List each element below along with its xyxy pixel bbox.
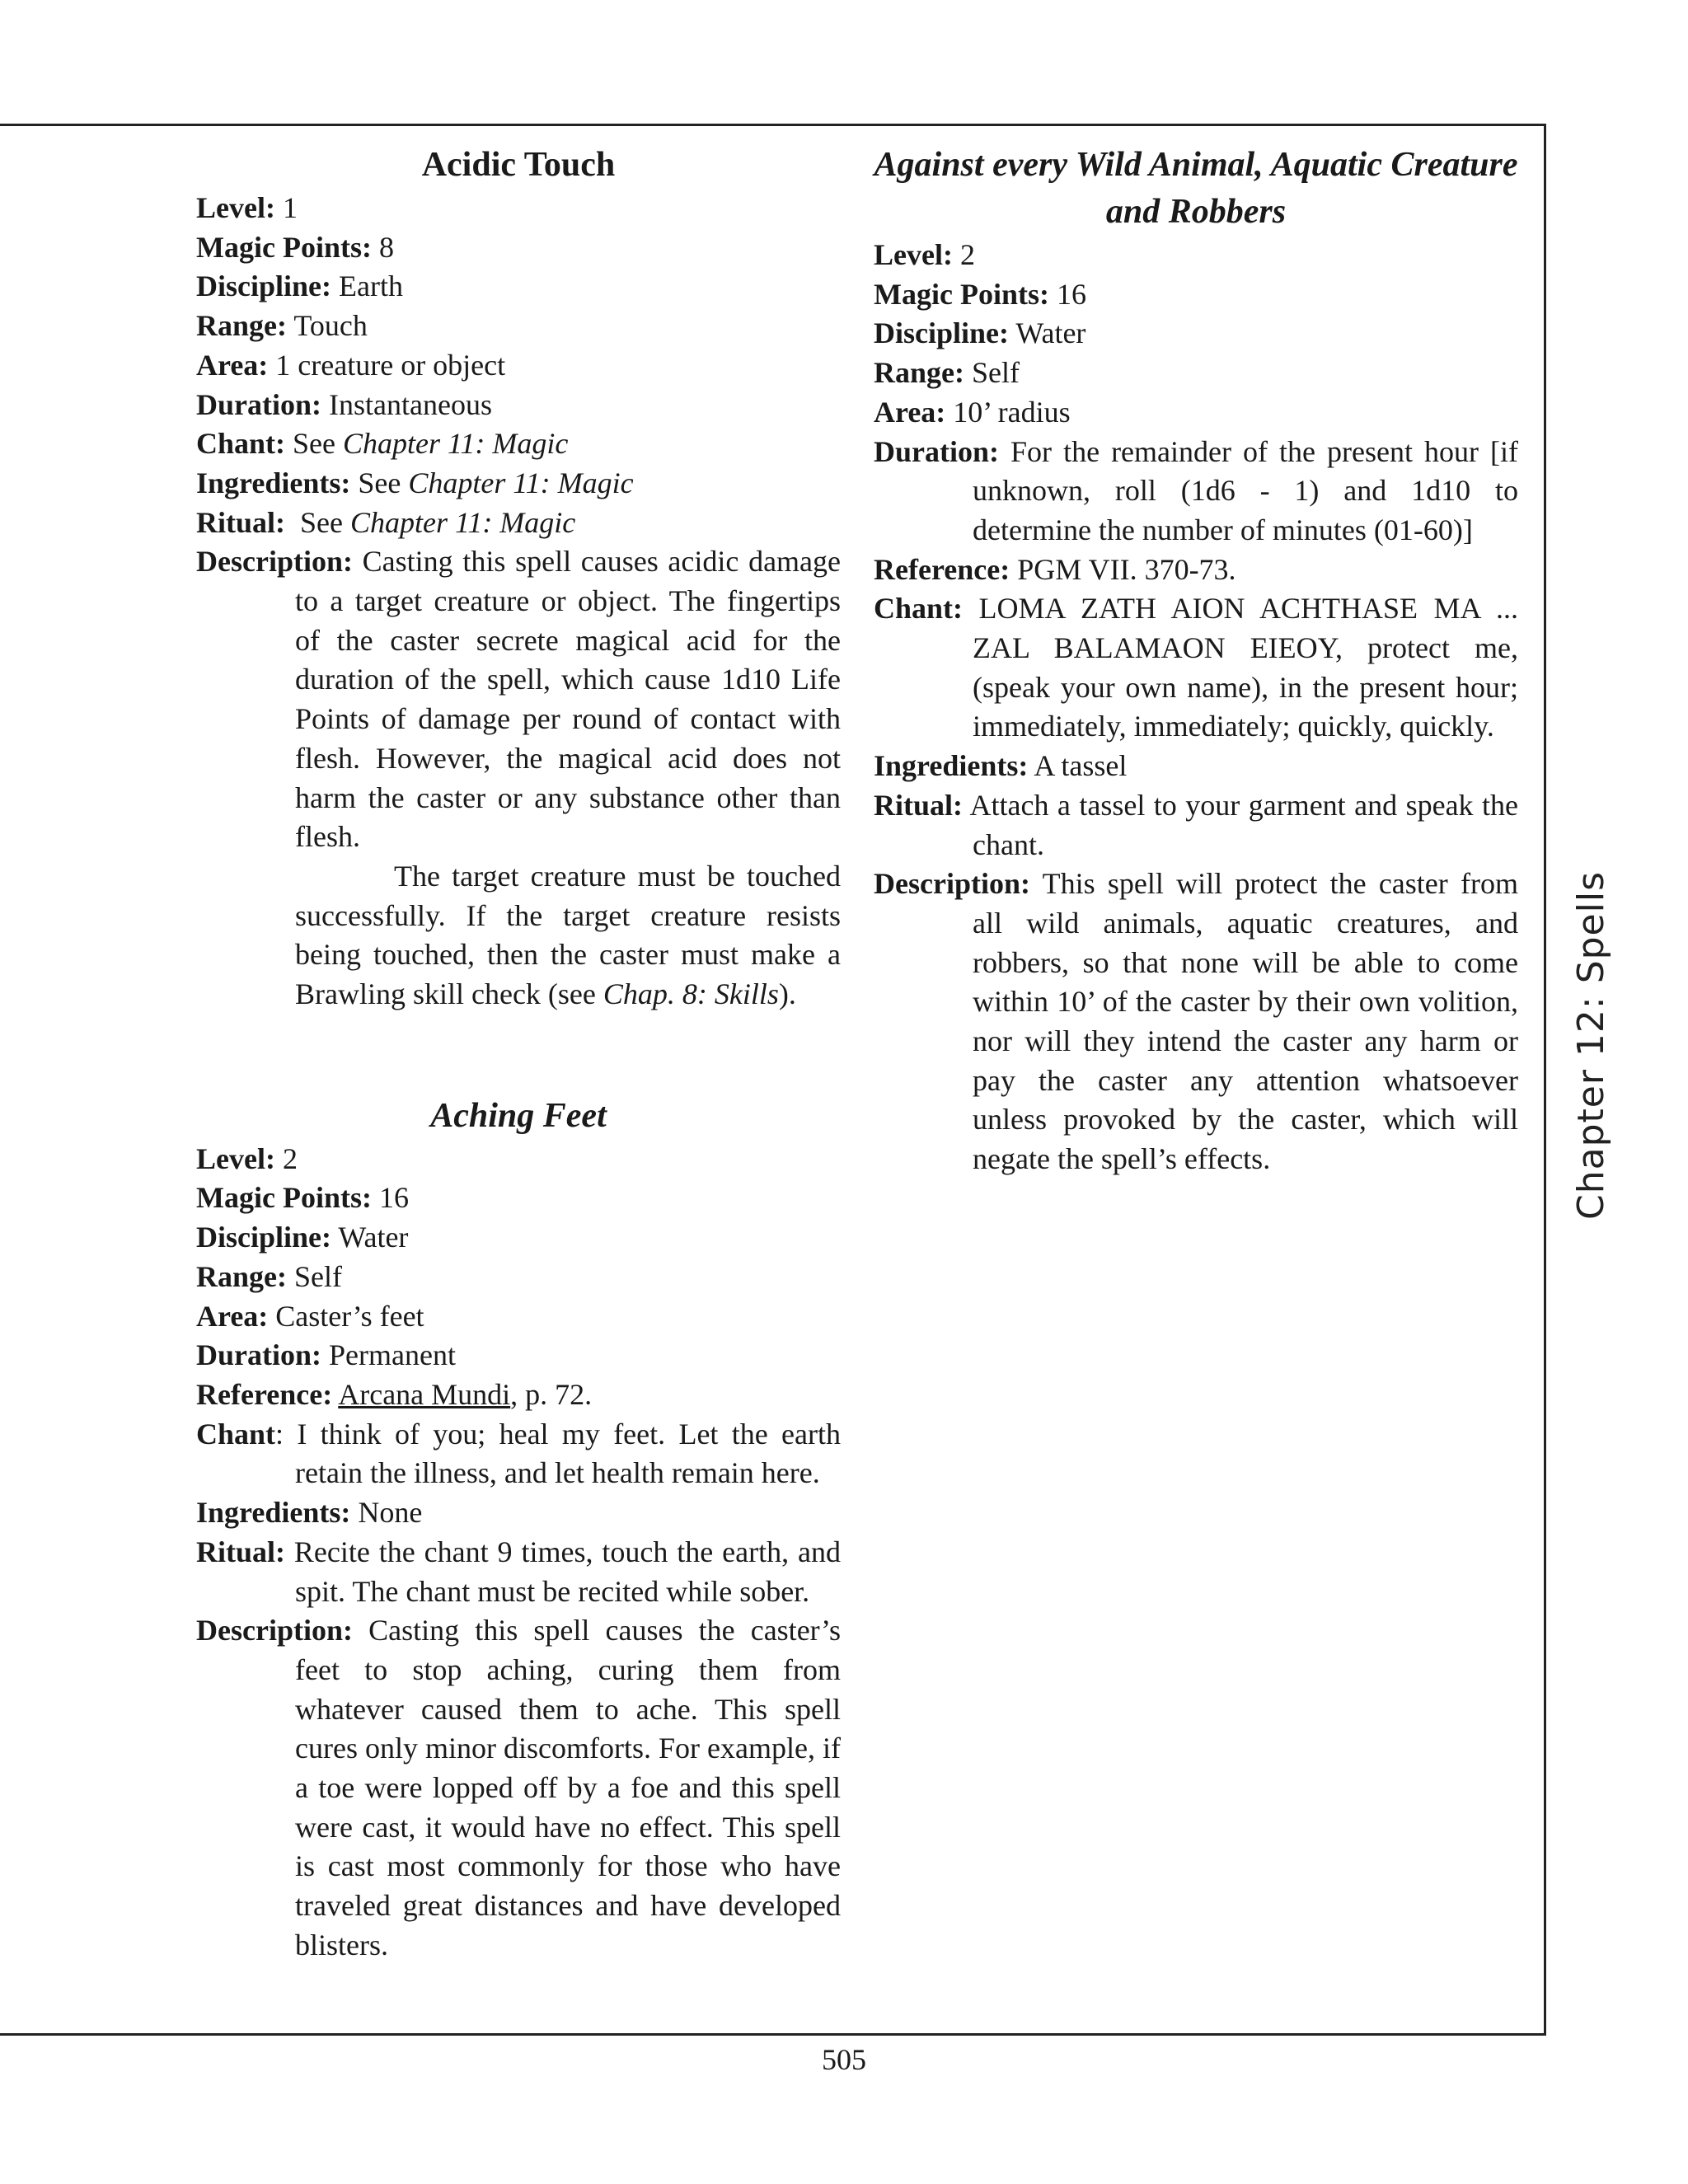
right-column [874, 142, 1518, 1179]
level-label: Level: [196, 191, 275, 224]
description-p2-text: The target creature must be touched successfully. If the target creature resists being touched, then the caster must make a Brawling skill check (see [295, 859, 841, 1011]
level-label: Level: [196, 1141, 275, 1175]
duration-field [874, 433, 1518, 551]
ingredients-field [874, 747, 1518, 786]
discipline-label: Discipline: [874, 316, 1010, 350]
range-field [196, 1258, 841, 1297]
duration-label: Duration: [196, 1338, 321, 1372]
chant-chapter-ref: Chapter 11: Magic [343, 427, 569, 461]
duration-value: Permanent [329, 1338, 456, 1372]
ritual-chapter-ref: Chapter 11: Magic [349, 505, 576, 539]
chant-field [196, 424, 841, 464]
duration-value: Instantaneous [329, 387, 492, 421]
reference-label: Reference: [874, 552, 1010, 586]
ritual-label: Ritual: [196, 505, 285, 539]
duration-value: For the remainder of the present hour [if unknown, roll (1d6 - 1) and 1d10 to determine the number of minutes (01-60)] [973, 434, 1518, 546]
spell-acidic-touch [196, 142, 841, 1015]
ritual-see: See [300, 505, 343, 539]
description-label: Description: [196, 545, 353, 579]
left-column [196, 142, 841, 1966]
chant-field [874, 589, 1518, 747]
range-value: Self [294, 1259, 342, 1293]
ingredients-label: Ingredients: [196, 1496, 351, 1530]
range-field [874, 354, 1518, 393]
discipline-field [874, 314, 1518, 354]
chant-label: Chant: [874, 592, 964, 626]
chant-value: : I think of you; heal my feet. Let the earth retain the illness, and let health remain here. [275, 1417, 841, 1490]
chant-see: See [293, 427, 336, 461]
ritual-field [196, 1533, 841, 1611]
description-label: Description: [874, 867, 1030, 901]
discipline-field [196, 267, 841, 307]
duration-label: Duration: [874, 434, 999, 468]
chant-value: LOMA ZATH AION ACHTHASE MA ... ZAL BALAMAON EIEOY, protect me, (speak your own name), in the present hour; immediately, immediately; quickly, quickly. [973, 592, 1518, 743]
chapter-side-tab: Chapter 12: Spells [1570, 870, 1612, 1220]
description-label: Description: [196, 1614, 353, 1647]
reference-book-title: Arcana Mundi [338, 1377, 511, 1411]
chant-label: Chant [196, 1417, 276, 1451]
page-frame-bottom-rule [0, 2033, 1546, 2036]
description-p2-end: ). [778, 977, 796, 1011]
ingredients-label: Ingredients: [874, 749, 1029, 783]
level-field [196, 1140, 841, 1179]
magic-points-value: 16 [1056, 277, 1086, 311]
area-value: Caster’s feet [275, 1299, 424, 1333]
reference-value: PGM VII. 370-73. [1017, 552, 1236, 586]
range-value: Touch [293, 309, 368, 343]
area-field [196, 1297, 841, 1337]
ritual-value: Recite the chant 9 times, touch the earth, and spit. The chant must be recited while sober. [293, 1535, 841, 1608]
range-value: Self [972, 356, 1020, 390]
discipline-value: Water [338, 1221, 409, 1254]
chant-label: Chant: [196, 427, 286, 461]
discipline-label: Discipline: [196, 1221, 332, 1254]
ingredients-see: See [358, 466, 401, 499]
magic-points-value: 8 [378, 230, 394, 264]
area-field [874, 393, 1518, 433]
reference-field [196, 1376, 841, 1415]
magic-points-field [196, 228, 841, 268]
area-label: Area: [874, 395, 946, 429]
reference-label: Reference: [196, 1377, 333, 1411]
discipline-field [196, 1218, 841, 1258]
ritual-label: Ritual: [196, 1535, 285, 1568]
spell-title: Aching Feet [430, 1096, 607, 1135]
level-value: 1 [282, 191, 298, 224]
range-field [196, 307, 841, 346]
magic-points-label: Magic Points: [196, 230, 372, 264]
description-field [196, 1611, 841, 1965]
ingredients-label: Ingredients: [196, 466, 351, 499]
discipline-value: Water [1015, 316, 1086, 350]
duration-field [196, 1336, 841, 1376]
ingredients-value: None [358, 1496, 423, 1530]
ritual-label: Ritual: [874, 788, 963, 822]
reference-field [874, 551, 1518, 590]
ritual-field [874, 786, 1518, 865]
discipline-value: Earth [339, 269, 403, 303]
page-number: 505 [822, 2043, 866, 2076]
level-field [196, 189, 841, 228]
spell-title: Acidic Touch [421, 146, 616, 184]
area-value: 10’ radius [953, 395, 1071, 429]
magic-points-field [874, 275, 1518, 315]
level-label: Level: [874, 238, 953, 271]
spell-aching-feet [196, 1093, 841, 1966]
ritual-value: Attach a tassel to your garment and speak the chant. [969, 788, 1518, 861]
magic-points-label: Magic Points: [874, 277, 1049, 311]
duration-label: Duration: [196, 387, 321, 421]
range-label: Range: [874, 356, 964, 390]
description-paragraph-2 [196, 857, 841, 1015]
range-label: Range: [196, 309, 287, 343]
ritual-field [196, 504, 841, 543]
description-text: Casting this spell causes the caster’s feet to stop aching, curing them from whatever caused them to ache. This spell cures only minor discomforts. For example, if a toe were lopped off by a foe and this spell were cast, it would have no effect. This spell is cast most commonly for those who have traveled great distances and have developed blisters. [295, 1614, 842, 1961]
ingredients-field [196, 1493, 841, 1533]
description-field [196, 542, 841, 857]
skills-chapter-ref: Chap. 8: Skills [603, 977, 779, 1011]
chant-field [196, 1415, 841, 1493]
duration-field [196, 386, 841, 425]
description-text: This spell will protect the caster from all wild animals, aquatic creatures, and robbers, so that none will be able to come within 10’ of the caster by their own volition, nor will they intend the caster any harm or pay the caster any attention whatsoever unless provoked by the caster, which will negate the spell’s effects. [973, 867, 1519, 1176]
level-value: 2 [282, 1141, 298, 1175]
description-text: Casting this spell causes acidic damage to a target creature or object. The fingertips of the caster secrete magical acid for the duration of the spell, which cause 1d10 Life Points of damage per round of contact with flesh. However, the magical acid does not harm the caster or any substance other than flesh. [295, 545, 842, 854]
spell-against-wild-animal [874, 142, 1518, 1179]
reference-page: , p. 72. [510, 1377, 593, 1411]
magic-points-label: Magic Points: [196, 1181, 372, 1215]
level-value: 2 [959, 238, 975, 271]
page-frame-top-rule [0, 124, 1546, 126]
section-spacer [196, 1015, 841, 1093]
area-value: 1 creature or object [275, 348, 506, 382]
page-frame-right-rule [1544, 124, 1546, 2036]
range-label: Range: [196, 1259, 287, 1293]
ingredients-field [196, 464, 841, 504]
description-field [874, 865, 1518, 1179]
level-field [874, 236, 1518, 275]
discipline-label: Discipline: [196, 269, 332, 303]
area-field [196, 346, 841, 386]
magic-points-value: 16 [378, 1181, 409, 1215]
ingredients-chapter-ref: Chapter 11: Magic [408, 466, 634, 499]
area-label: Area: [196, 348, 269, 382]
ingredients-value: A tassel [1034, 749, 1128, 783]
area-label: Area: [196, 1299, 269, 1333]
magic-points-field [196, 1179, 841, 1218]
spell-title: Against every Wild Animal, Aquatic Creature and Robbers [874, 146, 1518, 231]
